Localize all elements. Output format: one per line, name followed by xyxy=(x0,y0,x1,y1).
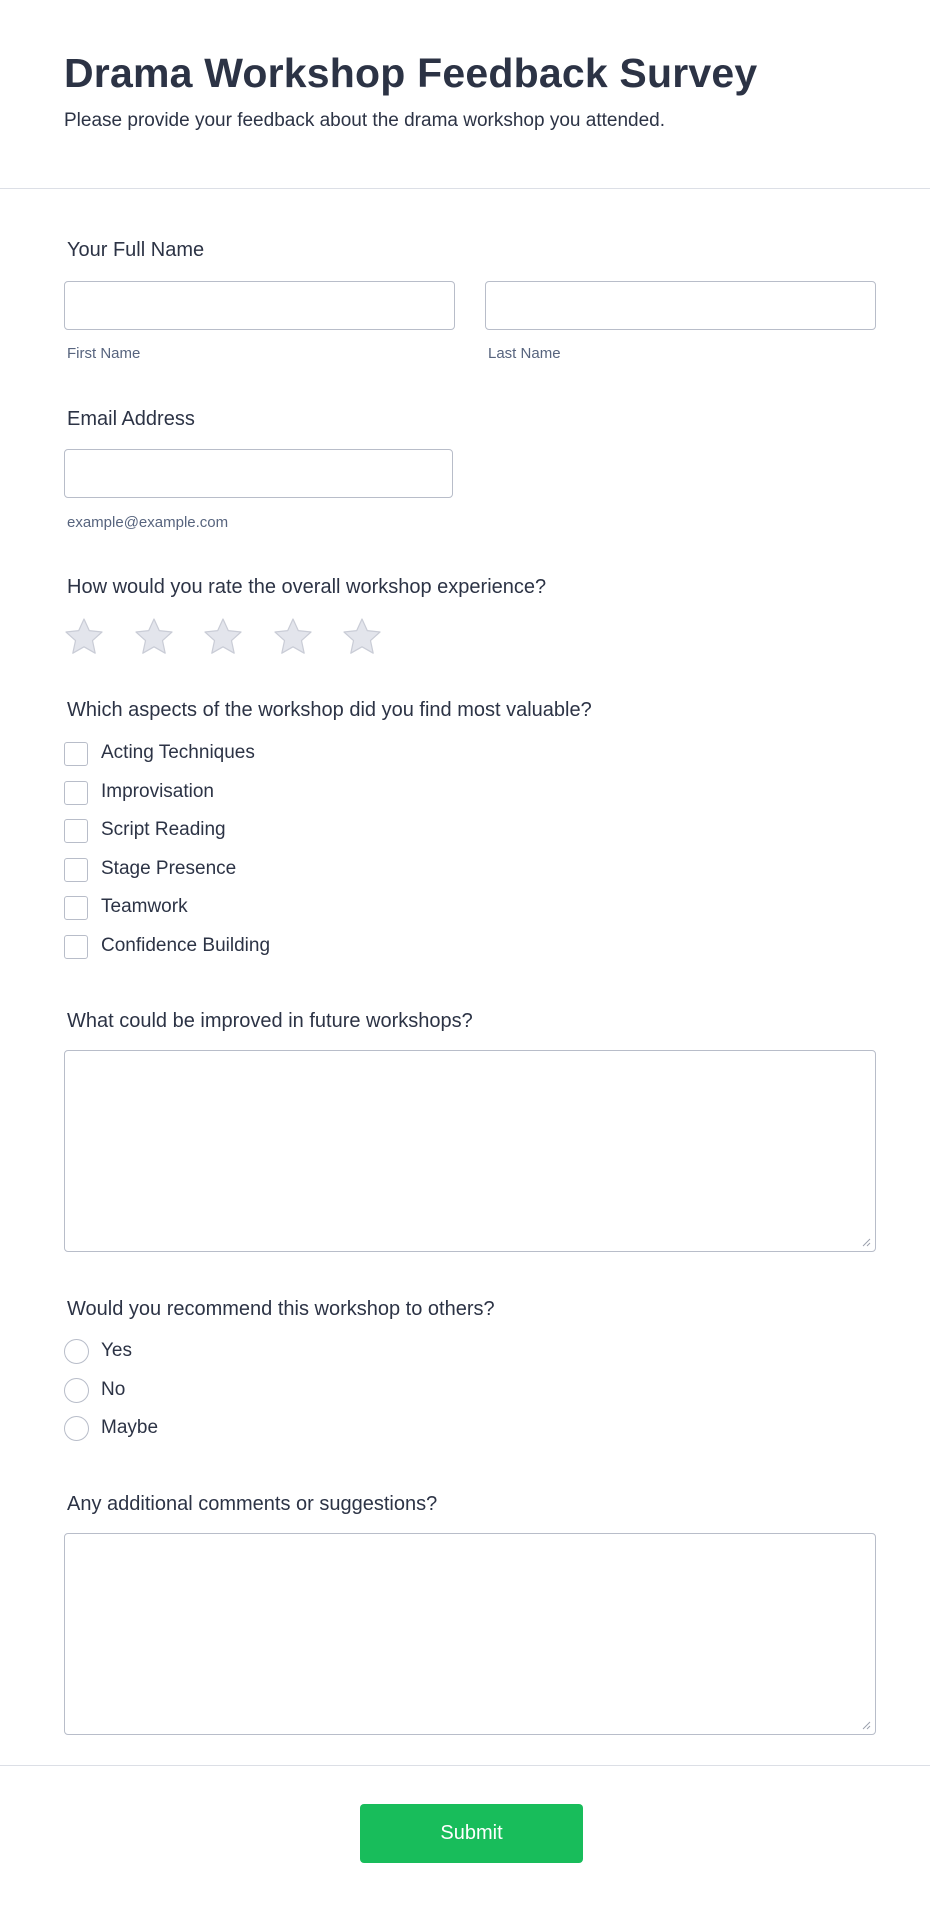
checkbox-option[interactable] xyxy=(64,934,564,960)
checkbox-label[interactable]: Teamwork xyxy=(101,896,188,917)
radio-label[interactable]: Maybe xyxy=(101,1417,159,1438)
recommend-label: Would you recommend this workshop to others? xyxy=(67,1298,495,1320)
radio-option[interactable] xyxy=(64,1339,564,1365)
checkbox[interactable] xyxy=(64,858,88,882)
resize-grip-icon[interactable] xyxy=(861,1720,871,1730)
checkbox-label[interactable]: Stage Presence xyxy=(101,857,237,879)
star-icon[interactable] xyxy=(273,617,313,657)
comments-textarea[interactable] xyxy=(64,1533,876,1735)
form-title: Drama Workshop Feedback Survey xyxy=(64,50,758,96)
email-label: Email Address xyxy=(67,408,195,430)
comments-label: Any additional comments or suggestions? xyxy=(67,1493,438,1515)
checkbox-option[interactable] xyxy=(64,895,564,921)
checkbox[interactable] xyxy=(64,819,88,843)
form-subtitle: Please provide your feedback about the drama workshop you attended. xyxy=(64,110,665,131)
last-name-input[interactable] xyxy=(485,281,876,330)
radio-label[interactable]: Yes xyxy=(101,1340,132,1361)
last-name-sublabel: Last Name xyxy=(488,345,561,362)
first-name-input[interactable] xyxy=(64,281,455,330)
star-icon[interactable] xyxy=(134,617,174,657)
email-input[interactable] xyxy=(64,449,453,498)
checkbox-option[interactable] xyxy=(64,780,564,806)
checkbox-label[interactable]: Acting Techniques xyxy=(101,742,255,763)
checkbox[interactable] xyxy=(64,896,88,920)
checkbox-label[interactable]: Script Reading xyxy=(101,819,226,840)
full-name-label: Your Full Name xyxy=(67,239,205,261)
first-name-sublabel: First Name xyxy=(67,345,141,362)
checkbox[interactable] xyxy=(64,781,88,805)
radio-button[interactable] xyxy=(64,1339,89,1364)
radio-label[interactable]: No xyxy=(101,1378,126,1400)
radio-option[interactable] xyxy=(64,1416,564,1442)
checkbox-option[interactable] xyxy=(64,818,564,844)
star-icon[interactable] xyxy=(203,617,243,657)
resize-grip-icon[interactable] xyxy=(861,1237,871,1247)
checkbox[interactable] xyxy=(64,742,88,766)
star-icon[interactable] xyxy=(342,617,382,657)
radio-button[interactable] xyxy=(64,1416,89,1441)
email-sublabel: example@example.com xyxy=(67,514,229,531)
improve-label: What could be improved in future workshops? xyxy=(67,1010,473,1032)
checkbox[interactable] xyxy=(64,935,88,959)
rating-label: How would you rate the overall workshop experience? xyxy=(67,576,547,598)
footer-divider xyxy=(0,1765,930,1766)
radio-option[interactable] xyxy=(64,1378,564,1404)
checkbox-label[interactable]: Improvisation xyxy=(101,780,214,802)
improve-textarea[interactable] xyxy=(64,1050,876,1252)
form-header xyxy=(0,0,930,189)
radio-button[interactable] xyxy=(64,1378,89,1403)
star-rating xyxy=(64,617,404,657)
checkbox-option[interactable] xyxy=(64,741,564,767)
aspects-label: Which aspects of the workshop did you find most valuable? xyxy=(67,699,592,721)
submit-button[interactable]: Submit xyxy=(360,1804,583,1863)
star-icon[interactable] xyxy=(64,617,104,657)
checkbox-label[interactable]: Confidence Building xyxy=(101,934,271,956)
checkbox-option[interactable] xyxy=(64,857,564,883)
